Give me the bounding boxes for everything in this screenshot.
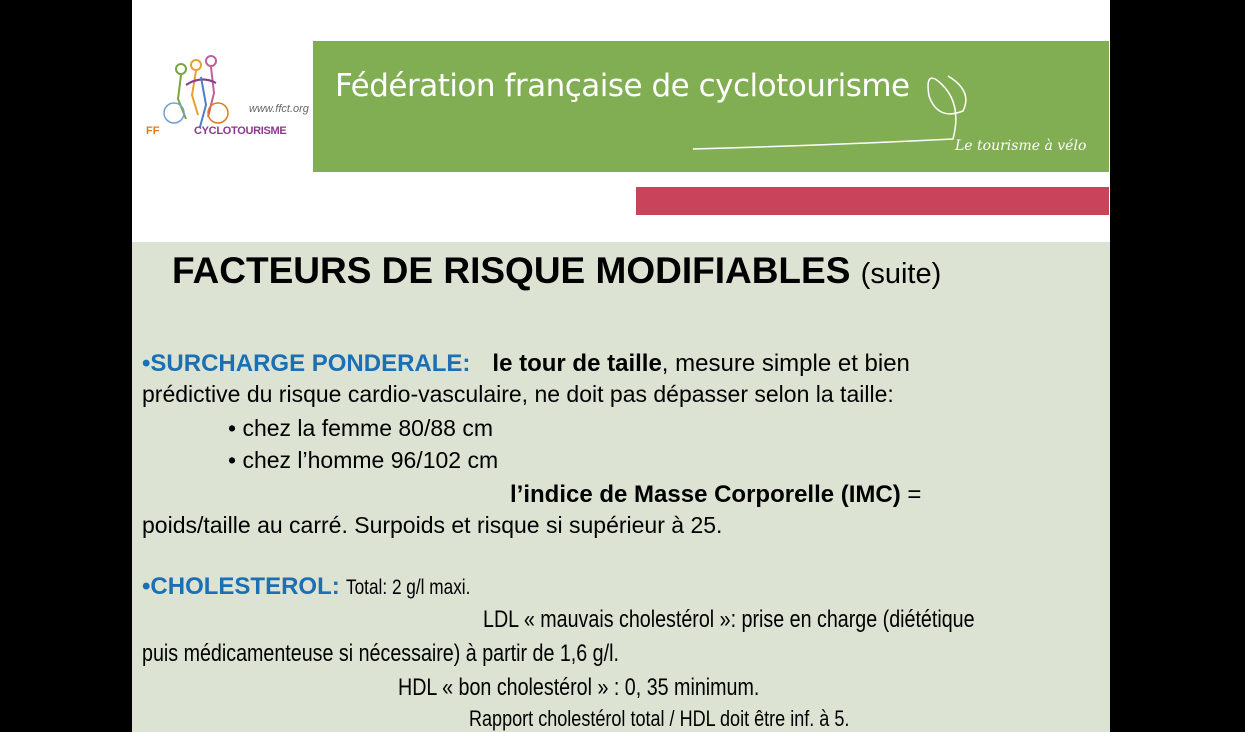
ldl-line2: puis médicamenteuse si nécessaire) à partir de 1,6 g/l. xyxy=(142,640,619,667)
ldl-line1: LDL « mauvais cholestérol »: prise en charge (diététique xyxy=(483,606,975,633)
surcharge-line1-rest: , mesure simple et bien xyxy=(661,350,910,377)
surcharge-line1 xyxy=(142,350,910,378)
bullet-homme: • chez l’homme 96/102 cm xyxy=(228,447,499,473)
hdl-line: HDL « bon cholestérol » : 0, 35 minimum. xyxy=(398,674,760,701)
imc-eq: = xyxy=(900,481,922,508)
surcharge-bold-term: le tour de taille xyxy=(492,350,662,377)
slide xyxy=(132,0,1110,732)
cholesterol-line1 xyxy=(142,573,498,601)
imc-line2: poids/taille au carré. Surpoids et risque si supérieur à 25. xyxy=(142,512,723,538)
surcharge-heading: •SURCHARGE PONDERALE: xyxy=(142,350,471,377)
cholesterol-heading: •CHOLESTEROL: xyxy=(142,573,340,600)
slide-content xyxy=(132,242,1110,732)
ffct-logo xyxy=(146,55,316,155)
logo-ff: FF xyxy=(146,125,160,137)
slide-title xyxy=(172,250,941,292)
slide-title-suffix: (suite) xyxy=(860,258,942,290)
surcharge-line2: prédictive du risque cardio-vasculaire, ne doit pas dépasser selon la taille: xyxy=(142,381,894,407)
cyclists-logo-icon xyxy=(156,55,256,135)
imc-bold: l’indice de Masse Corporelle (IMC) xyxy=(510,481,901,508)
banner-tagline: Le tourisme à vélo xyxy=(955,138,1087,154)
logo-cyclotourisme: CYCLOTOURISME xyxy=(194,125,287,137)
ratio-line: Rapport cholestérol total / HDL doit être inf. à 5. xyxy=(469,706,850,731)
logo-url: www.ffct.org xyxy=(249,103,309,115)
slide-title-main: FACTEURS DE RISQUE MODIFIABLES xyxy=(172,250,851,291)
cholesterol-total: Total: 2 g/l maxi. xyxy=(346,576,471,599)
header-banner xyxy=(313,41,1109,172)
bullet-femme: • chez la femme 80/88 cm xyxy=(228,415,493,441)
red-accent-bar xyxy=(636,187,1109,215)
banner-title: Fédération française de cyclotourisme xyxy=(335,68,910,104)
imc-line1 xyxy=(510,481,921,509)
